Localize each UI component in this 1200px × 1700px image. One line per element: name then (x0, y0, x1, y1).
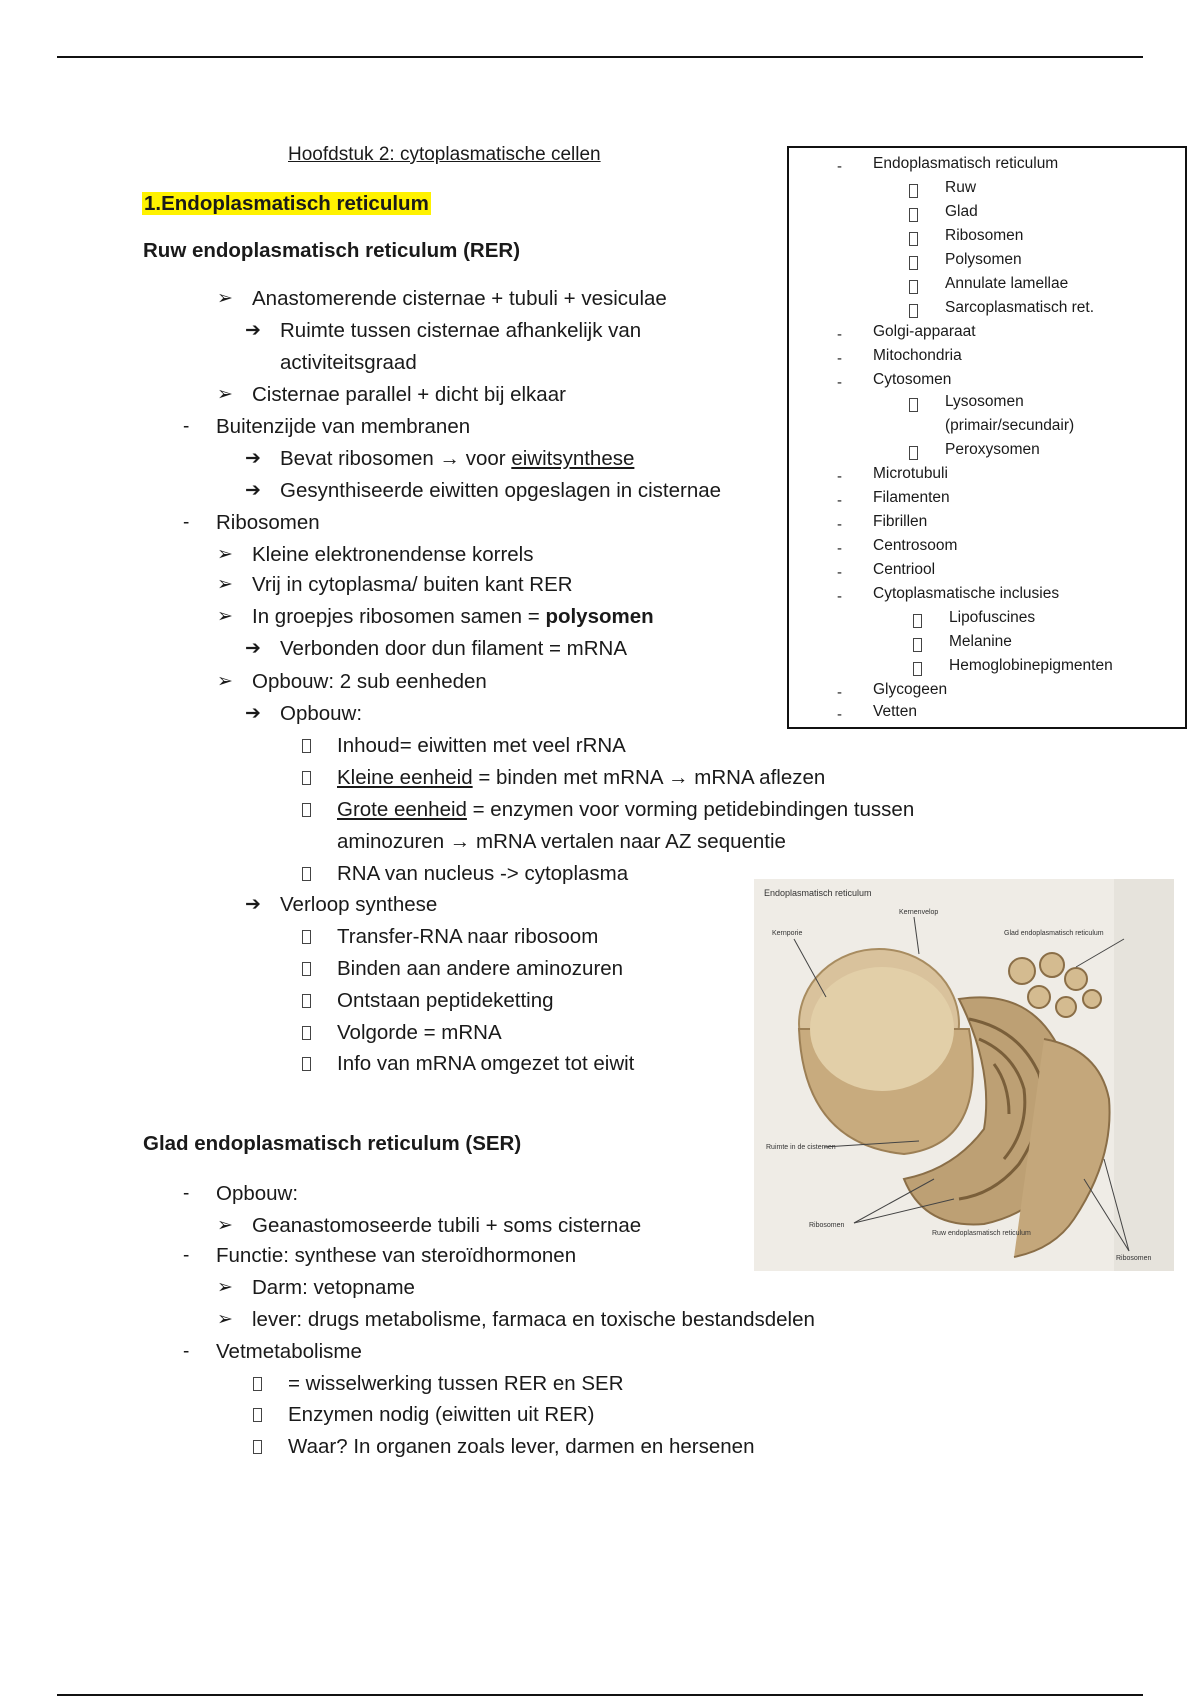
figure-label: Ruw endoplasmatisch reticulum (932, 1230, 1031, 1237)
dash-bullet: - (183, 1245, 190, 1266)
figure-label: Ribosomen (809, 1222, 845, 1229)
square-bullet-icon (302, 955, 311, 983)
list-item: lever: drugs metabolisme, farmaca en toxische bestandsdelen (252, 1308, 815, 1331)
dash-bullet: - (837, 540, 842, 557)
arrow-bullet: ➔ (245, 320, 261, 341)
toc-item: Fibrillen (873, 513, 928, 530)
list-item: Darm: vetopname (252, 1276, 415, 1299)
list-item: Functie: synthese van steroïdhormonen (216, 1244, 577, 1267)
dash-bullet: - (837, 564, 842, 581)
toc-box (787, 146, 1187, 729)
figure-label: Ruimte in de cisternen (766, 1144, 836, 1151)
square-bullet-icon (253, 1370, 262, 1398)
arrow-bullet: ➔ (245, 638, 261, 659)
toc-item: Golgi-apparaat (873, 323, 976, 340)
dash-bullet: - (837, 326, 842, 343)
chevron-bullet: ➢ (217, 606, 233, 627)
list-item: = wisselwerking tussen RER en SER (288, 1372, 624, 1395)
arrow-bullet: ➔ (245, 703, 261, 724)
dash-bullet: - (837, 516, 842, 533)
toc-item: Glycogeen (873, 681, 948, 698)
toc-item: Filamenten (873, 489, 950, 506)
list-item: activiteitsgraad (280, 351, 417, 374)
toc-item: Cytosomen (873, 371, 952, 388)
dash-bullet: - (183, 416, 190, 437)
chevron-bullet: ➢ (217, 384, 233, 405)
figure-title: Endoplasmatisch reticulum (764, 888, 872, 898)
square-bullet-icon (302, 987, 311, 1015)
dash-bullet: - (837, 492, 842, 509)
chevron-bullet: ➢ (217, 544, 233, 565)
list-item: Ontstaan peptideketting (337, 989, 554, 1012)
toc-item: (primair/secundair) (945, 417, 1075, 434)
subheading-ser: Glad endoplasmatisch reticulum (SER) (143, 1132, 522, 1155)
square-bullet-icon (253, 1401, 262, 1429)
toc-item: Endoplasmatisch reticulum (873, 155, 1059, 172)
dash-bullet: - (183, 1183, 190, 1204)
dash-bullet: - (837, 350, 842, 367)
dash-bullet: - (837, 468, 842, 485)
list-item: Enzymen nodig (eiwitten uit RER) (288, 1403, 595, 1426)
list-item: Opbouw: (216, 1182, 299, 1205)
figure-label: Kernenvelop (899, 909, 939, 916)
chevron-bullet: ➢ (217, 671, 233, 692)
list-item: aminozuren → mRNA vertalen naar AZ sequentie (337, 830, 786, 853)
list-item: Volgorde = mRNA (337, 1021, 502, 1044)
square-bullet-icon (302, 1019, 311, 1047)
square-bullet-icon (302, 732, 311, 760)
list-item: Waar? In organen zoals lever, darmen en hersenen (288, 1435, 755, 1458)
list-item: Kleine elektronendense korrels (252, 543, 534, 566)
square-bullet-icon (909, 391, 918, 419)
chevron-bullet: ➢ (217, 288, 233, 309)
er-illustration (754, 879, 1174, 1271)
toc-item: Lipofuscines (949, 609, 1036, 626)
list-item: Verbonden door dun filament = mRNA (280, 637, 627, 660)
toc-item: Glad (945, 203, 978, 220)
square-bullet-icon (302, 860, 311, 888)
dash-bullet: - (837, 588, 842, 605)
toc-item: Ruw (945, 179, 977, 196)
list-item: Gesynthiseerde eiwitten opgeslagen in cisternae (280, 479, 722, 502)
dash-bullet: - (837, 706, 842, 723)
toc-item: Vetten (873, 703, 917, 720)
list-item: Inhoud= eiwitten met veel rRNA (337, 734, 626, 757)
list-item: Info van mRNA omgezet tot eiwit (337, 1052, 635, 1075)
er-illustration-svg (754, 879, 1174, 1271)
section-heading-er: 1.Endoplasmatisch reticulum (144, 192, 429, 215)
list-item: Grote eenheid = enzymen voor vorming petidebindingen tussen (337, 798, 915, 821)
list-item: Vrij in cytoplasma/ buiten kant RER (252, 573, 573, 596)
arrow-bullet: ➔ (245, 894, 261, 915)
toc-item: Microtubuli (873, 465, 948, 482)
dash-bullet: - (837, 158, 842, 175)
bottom-rule (57, 1694, 1143, 1696)
dash-bullet: - (837, 684, 842, 701)
dash-bullet: - (837, 374, 842, 391)
list-item: Ruimte tussen cisternae afhankelijk van (280, 319, 642, 342)
square-bullet-icon (302, 796, 311, 824)
dash-bullet: - (183, 1341, 190, 1362)
toc-item: Melanine (949, 633, 1012, 650)
list-item: RNA van nucleus -> cytoplasma (337, 862, 629, 885)
list-item: Bevat ribosomen → voor eiwitsynthese (280, 447, 635, 470)
toc-item: Peroxysomen (945, 441, 1040, 458)
document-title: Hoofdstuk 2: cytoplasmatische cellen (288, 144, 601, 165)
toc-item: Ribosomen (945, 227, 1024, 244)
toc-item: Cytoplasmatische inclusies (873, 585, 1060, 602)
toc-item: Centriool (873, 561, 936, 578)
chevron-bullet: ➢ (217, 1215, 233, 1236)
toc-item: Hemoglobinepigmenten (949, 657, 1113, 674)
list-item: Geanastomoseerde tubili + soms cisternae (252, 1214, 642, 1237)
toc-item: Annulate lamellae (945, 275, 1069, 292)
toc-item: Sarcoplasmatisch ret. (945, 299, 1095, 316)
chevron-bullet: ➢ (217, 1277, 233, 1298)
square-bullet-icon (302, 923, 311, 951)
arrow-bullet: ➔ (245, 480, 261, 501)
toc-item: Mitochondria (873, 347, 962, 364)
list-item: Binden aan andere aminozuren (337, 957, 624, 980)
list-item: Opbouw: (280, 702, 363, 725)
chevron-bullet: ➢ (217, 1309, 233, 1330)
figure-label: Kernporie (772, 930, 803, 937)
figure-label: Ribosomen (1116, 1255, 1152, 1262)
toc-item: Centrosoom (873, 537, 958, 554)
list-item: Verloop synthese (280, 893, 438, 916)
square-bullet-icon (253, 1433, 262, 1461)
square-bullet-icon (302, 764, 311, 792)
list-item: Transfer-RNA naar ribosoom (337, 925, 599, 948)
dash-bullet: - (183, 512, 190, 533)
figure-label: Glad endoplasmatisch reticulum (1004, 930, 1104, 937)
toc-item: Polysomen (945, 251, 1022, 268)
list-item: Kleine eenheid = binden met mRNA → mRNA aflezen (337, 766, 826, 789)
chevron-bullet: ➢ (217, 574, 233, 595)
list-item: Anastomerende cisternae + tubuli + vesiculae (252, 287, 667, 310)
list-item: Cisternae parallel + dicht bij elkaar (252, 383, 566, 406)
square-bullet-icon (302, 1050, 311, 1078)
list-item: Vetmetabolisme (216, 1340, 362, 1363)
top-rule (57, 56, 1143, 58)
list-item: Ribosomen (216, 511, 320, 534)
toc-item: Lysosomen (945, 393, 1024, 410)
subheading-rer: Ruw endoplasmatisch reticulum (RER) (143, 239, 521, 262)
list-item: In groepjes ribosomen samen = polysomen (252, 605, 654, 628)
list-item: Buitenzijde van membranen (216, 415, 471, 438)
arrow-bullet: ➔ (245, 448, 261, 469)
list-item: Opbouw: 2 sub eenheden (252, 670, 487, 693)
